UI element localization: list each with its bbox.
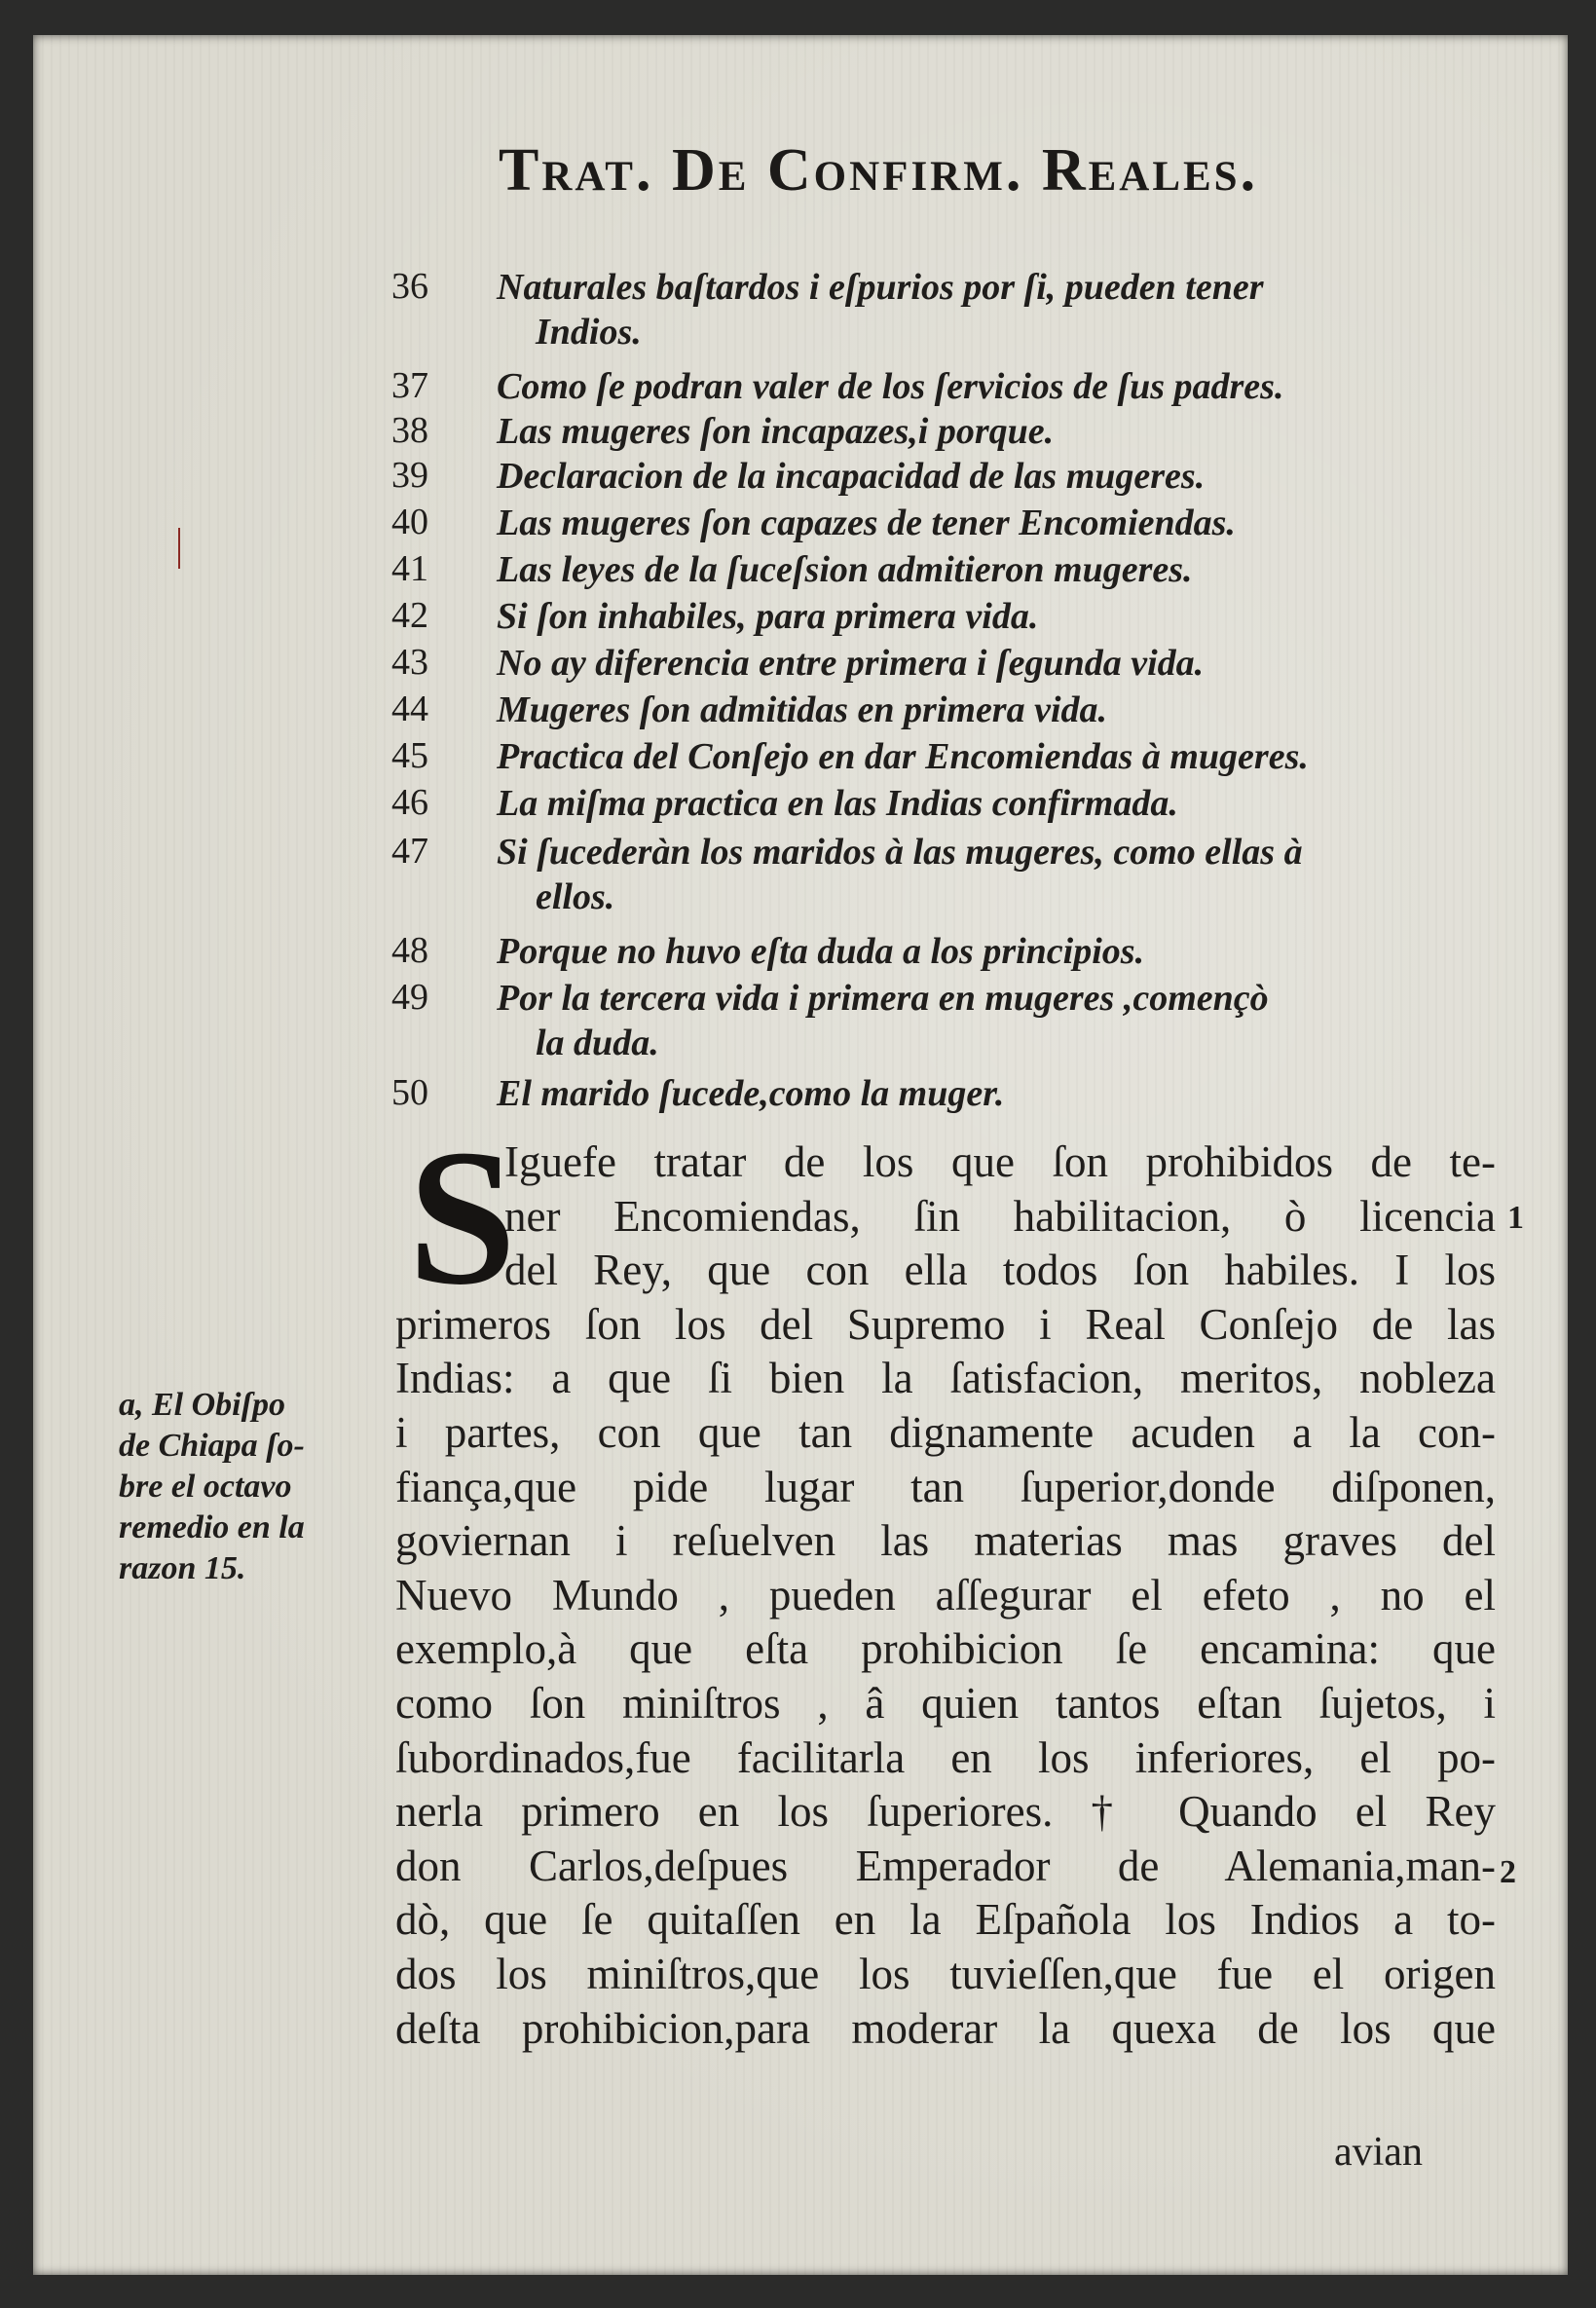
summary-number: 36 (391, 266, 428, 307)
running-header: Trat. De Confirm. Reales. (499, 137, 1259, 204)
summary-number: 46 (391, 782, 428, 823)
body-paragraph (395, 1110, 1496, 2056)
summary-number: 37 (391, 365, 428, 406)
text-line: Nuevo Mundo , pueden aſſegurar el efeto , no el (395, 1570, 1496, 1619)
text-line: como ſon miniſtros , â quien tantos eſtan ſujetos, i (395, 1678, 1496, 1728)
text-line: deſta prohibicion,para moderar la quexa de los que (395, 2003, 1496, 2053)
summary-text: No ay diferencia entre primera i ſegunda vida. (497, 643, 1205, 684)
text-line: exemplo,à que eſta prohibicion ſe encamina: que (395, 1624, 1496, 1674)
text-line: fiança,que pide lugar tan ſuperior,donde diſponen, (395, 1462, 1496, 1511)
text-line: dos los miniſtros,que los tuvieſſen,que fue el origen (395, 1949, 1496, 1998)
summary-text: Si ſucederàn los maridos à las mugeres, como ellas à (497, 832, 1303, 873)
summary-number: 47 (391, 831, 428, 872)
marginal-note-line: razon 15. (119, 1550, 246, 1586)
text-line: don Carlos,deſpues Emperador de Alemania,man- (395, 1841, 1496, 1890)
text-line: nerla primero en los ſuperiores. † Quando el Rey (395, 1787, 1496, 1837)
summary-text: Porque no huvo eſta duda a los principios. (497, 931, 1145, 972)
summary-number: 40 (391, 502, 428, 542)
catchword: avian (1334, 2130, 1423, 2175)
summary-text: Indios. (536, 312, 642, 353)
summary-text: Las mugeres ſon capazes de tener Encomiendas. (497, 503, 1236, 543)
marginal-note-line: de Chiapa ſo- (119, 1428, 305, 1464)
marginal-note-line: bre el octavo (119, 1469, 292, 1505)
text-line: Iguefe tratar de los que ſon prohibidos de te- (504, 1137, 1496, 1186)
summary-number: 41 (391, 548, 428, 589)
summary-text: Las mugeres ſon incapazes,i porque. (497, 411, 1055, 452)
summary-text: Si ſon inhabiles, para primera vida. (497, 596, 1039, 637)
ink-mark (178, 528, 180, 569)
marginal-note-line: remedio en la (119, 1509, 305, 1545)
summary-number: 42 (391, 595, 428, 636)
margin-number: 2 (1500, 1854, 1516, 1890)
summary-text: la duda. (536, 1023, 659, 1063)
summary-text: Las leyes de la ſuceſsion admitieron mugeres. (497, 549, 1193, 590)
summary-number: 44 (391, 689, 428, 729)
drop-cap-initial: S (408, 1110, 517, 1325)
summary-number: 43 (391, 642, 428, 683)
summary-number: 39 (391, 455, 428, 496)
margin-number: 1 (1507, 1200, 1524, 1236)
text-line: ſubordinados,fue facilitarla en los inferiores, el po- (395, 1732, 1496, 1782)
marginal-note (119, 1385, 411, 1589)
book-page (33, 35, 1568, 2275)
text-line: primeros ſon los del Supremo i Real Conſejo de las (395, 1299, 1496, 1349)
summary-text: El marido ſucede,como la muger. (497, 1073, 1005, 1114)
summary-number: 49 (391, 977, 428, 1018)
summary-text: La miſma practica en las Indias confirmada. (497, 783, 1178, 824)
text-line: ner Encomiendas, ſin habilitacion, ò licencia (504, 1191, 1496, 1241)
summary-text: Por la tercera vida i primera en mugeres ,començò (497, 978, 1269, 1019)
text-line: goviernan i reſuelven las materias mas graves del (395, 1516, 1496, 1566)
summary-text: Practica del Conſejo en dar Encomiendas à mugeres. (497, 736, 1309, 777)
summary-text: Mugeres ſon admitidas en primera vida. (497, 689, 1108, 730)
summary-text: Naturales baſtardos i eſpurios por ſi, pueden tener (497, 267, 1264, 308)
summary-text: Declaracion de la incapacidad de las mugeres. (497, 456, 1206, 497)
text-line: i partes, con que tan dignamente acuden a la con- (395, 1407, 1496, 1457)
text-line: Indias: a que ſi bien la ſatisfacion, meritos, nobleza (395, 1354, 1496, 1403)
text-line: dò, que ſe quitaſſen en la Eſpañola los Indios a to- (395, 1895, 1496, 1945)
summary-number: 50 (391, 1072, 428, 1113)
summary-number: 48 (391, 930, 428, 971)
summary-number: 45 (391, 735, 428, 776)
summary-number: 38 (391, 410, 428, 451)
summary-text: ellos. (536, 876, 615, 917)
marginal-note-line: a, El Obiſpo (119, 1387, 285, 1423)
text-line: del Rey, que con ella todos ſon habiles. I los (504, 1246, 1496, 1295)
summary-text: Como ſe podran valer de los ſervicios de ſus padres. (497, 366, 1284, 407)
